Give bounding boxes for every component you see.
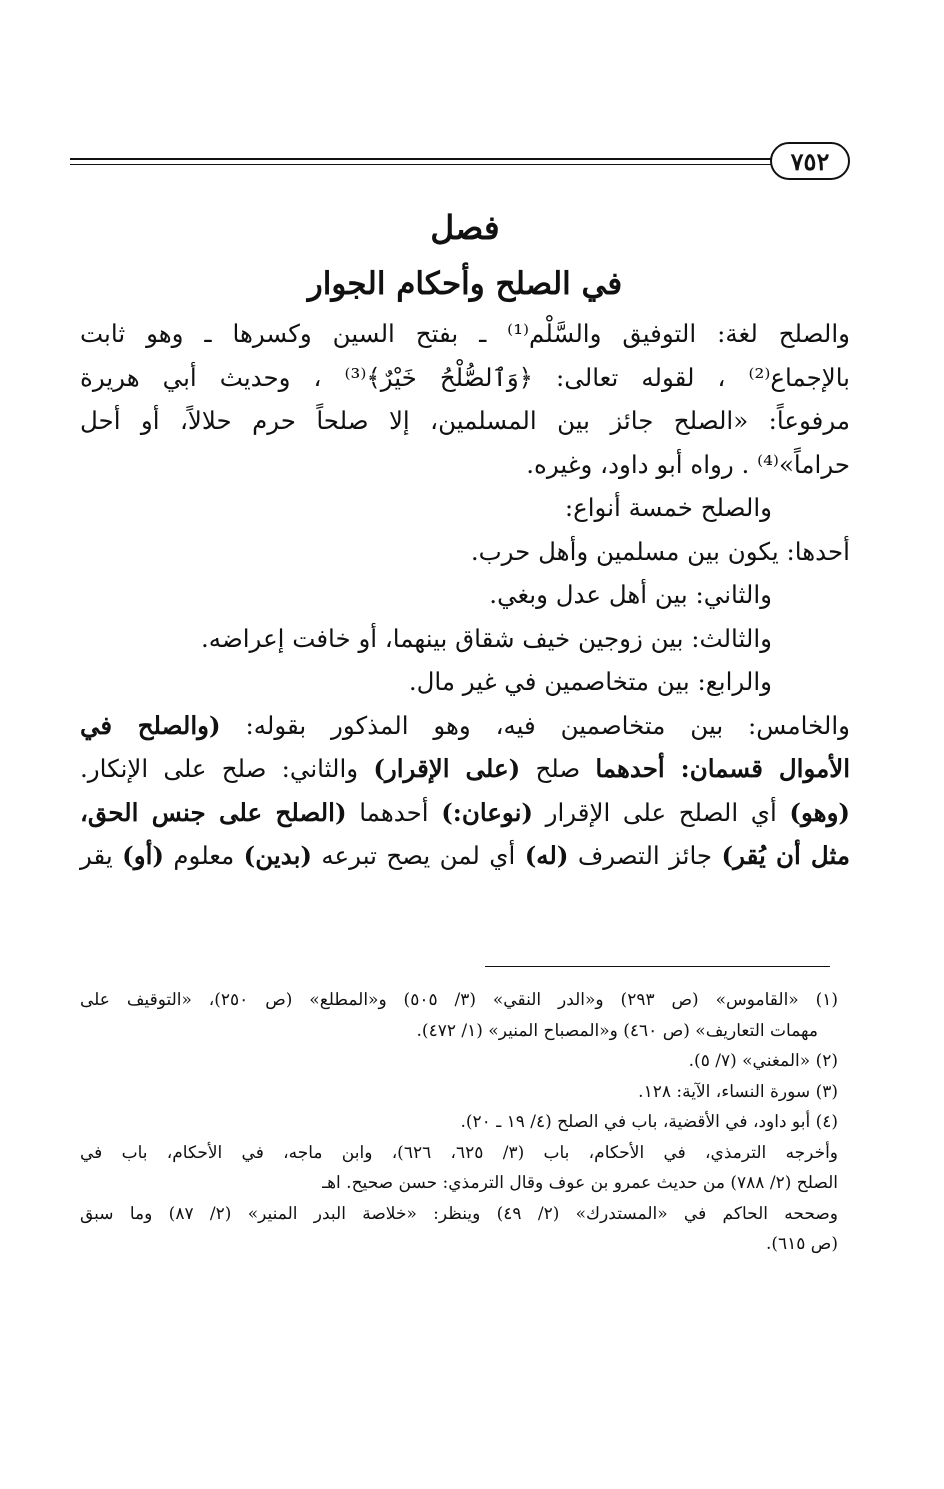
body-line: والثالث: بين زوجين خيف شقاق بينهما، أو خافت إعراضه.: [201, 623, 772, 653]
footnote-line: مهمات التعاريف» (ص ٤٦٠) و«المصباح المنير» (١/ ٤٧٢).: [416, 1020, 818, 1041]
body-line: بالإجماع⁽²⁾ ، لقوله تعالى: ﴿وَٱلصُّلْحُ خَيْرٌ﴾⁽³⁾ ، وحديث أبي هريرة: [80, 362, 850, 392]
body-line: والخامس: بين متخاصمين فيه، وهو المذكور بقوله: (والصلح في: [80, 710, 851, 740]
body-line: حراماً»⁽⁴⁾ . رواه أبو داود، وغيره.: [526, 449, 850, 479]
footnote-line: الصلح (٢/ ٧٨٨) من حديث عمرو بن عوف وقال الترمذي: حسن صحيح. اهـ: [322, 1173, 838, 1193]
footnote-line: (٤) أبو داود، في الأقضية، باب في الصلح (٤/ ١٩ ـ ٢٠).: [460, 1112, 838, 1132]
body-line: والرابع: بين متخاصمين في غير مال.: [408, 667, 772, 696]
footnote-line: (٣) سورة النساء، الآية: ١٢٨.: [638, 1081, 838, 1102]
body-line: والصلح خمسة أنواع:: [564, 493, 772, 522]
section-subtitle: في الصلح وأحكام الجوار: [307, 266, 623, 302]
body-line: (وهو) أي الصلح على الإقرار (نوعان:) أحدهما (الصلح على جنس الحق،: [80, 797, 851, 827]
footnote-separator: [485, 966, 830, 967]
footnotes: [80, 985, 838, 1260]
section-title: فصل: [430, 208, 500, 247]
body-line: مثل أن يُقر) جائز التصرف (له) أي لمن يصح تبرعه (بدين) معلوم (أو) يقر: [80, 841, 850, 870]
main-text: [80, 200, 850, 878]
footnote-line: وأخرجه الترمذي، في الأحكام، باب (٣/ ٦٢٥، ٦٢٦)، وابن ماجه، في الأحكام، باب في: [80, 1142, 839, 1163]
footnote-line: (١) «القاموس» (ص ٢٩٣) و«الدر النقي» (٣/ ٥٠٥) و«المطلع» (ص ٢٥٠)، «التوقيف على: [80, 990, 839, 1010]
body-line: الأموال قسمان: أحدهما صلح (على الإقرار) والثاني: صلح على الإنكار.: [80, 754, 851, 783]
page-header: [70, 140, 850, 184]
header-rule: [70, 164, 772, 165]
body-line: والصلح لغة: التوفيق والسَّلْم⁽¹⁾ ـ بفتح السين وكسرها ـ وهو ثابت: [80, 319, 850, 348]
body-line: مرفوعاً: «الصلح جائز بين المسلمين، إلا صلحاً حرم حلالاً، أو أحل: [80, 406, 850, 435]
footnote-line: (ص ٦١٥).: [765, 1234, 838, 1254]
footnote-line: (٢) «المغني» (٧/ ٥).: [688, 1051, 838, 1071]
body-line: والثاني: بين أهل عدل وبغي.: [489, 580, 772, 609]
header-rule: [70, 158, 772, 160]
body-line: أحدها: يكون بين مسلمين وأهل حرب.: [470, 536, 850, 566]
footnote-line: وصححه الحاكم في «المستدرك» (٢/ ٤٩) وينظر: «خلاصة البدر المنير» (٢/ ٨٧) وما سبق: [80, 1203, 839, 1224]
page-number: ٧٥٢: [770, 142, 850, 180]
